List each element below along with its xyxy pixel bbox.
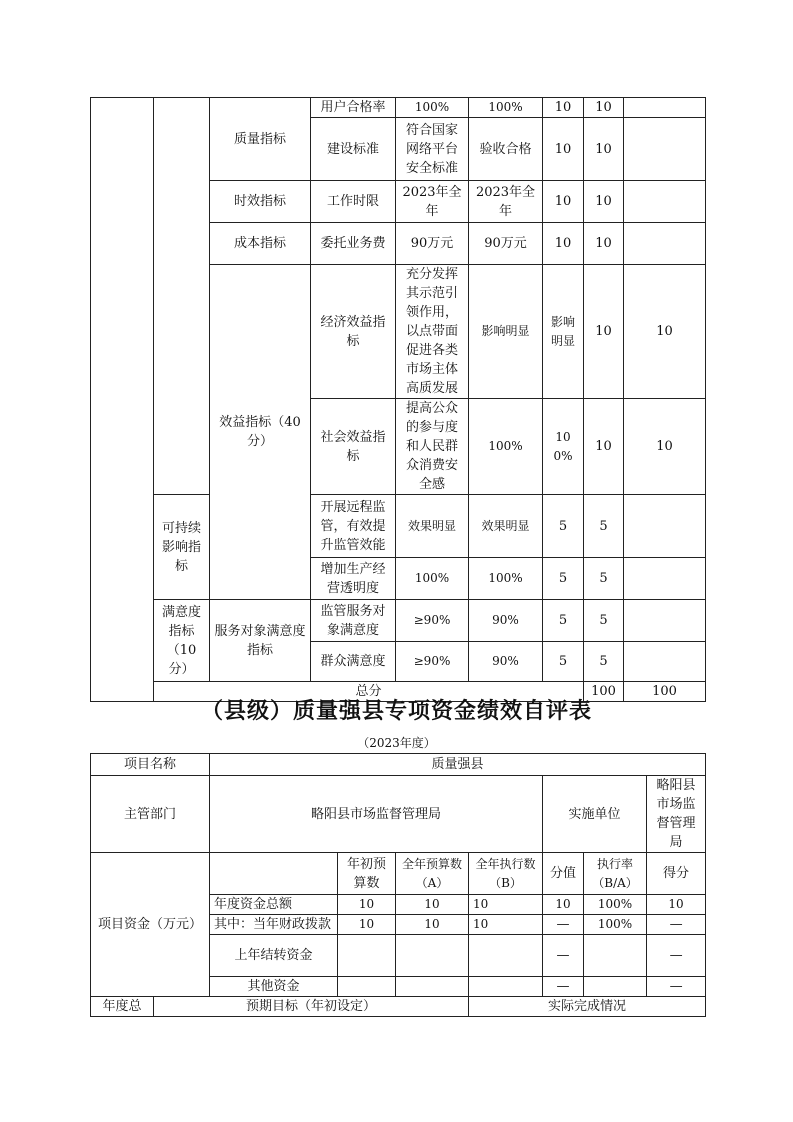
actual-value: 2023年全年: [469, 181, 543, 223]
benefit-indicator: 效益指标（40分）: [210, 265, 311, 600]
third-level-indicator: 提高公众的参与度和人民群众消费安全感: [396, 399, 469, 495]
third-level-indicator: 监管服务对象满意度: [311, 600, 396, 642]
hdr-full-budget: 全年预算数（A）: [396, 853, 469, 895]
total-init: 10: [338, 895, 396, 915]
remark-cell: [624, 118, 706, 181]
actual-value: 100%: [469, 98, 543, 118]
self-evaluation-table: [90, 753, 706, 1017]
fiscal-rate: 100%: [584, 915, 647, 935]
hdr-execution: 全年执行数（B）: [469, 853, 543, 895]
score-value: 5: [543, 558, 584, 600]
other-score-value: —: [543, 977, 584, 997]
fiscal-full: 10: [396, 915, 469, 935]
score: 10: [584, 181, 624, 223]
time-indicator: 时效指标: [210, 181, 311, 223]
table-row: [91, 98, 706, 118]
actual-value: 90%: [469, 600, 543, 642]
expected-goal-header: 预期目标（年初设定）: [154, 997, 469, 1017]
satisfaction-indicator: 满意度指标（10分）: [154, 600, 210, 682]
blank-cell: [584, 977, 647, 997]
actual-value: 100%: [469, 558, 543, 600]
target-value: 100%: [469, 399, 543, 495]
carryover-funds-label: 上年结转资金: [210, 935, 338, 977]
third-level-indicator: 用户合格率: [311, 98, 396, 118]
score-value: 5: [543, 600, 584, 642]
third-level-indicator: 群众满意度: [311, 642, 396, 682]
table-row: [91, 600, 706, 642]
score-value: 10: [543, 181, 584, 223]
score-value: 5: [543, 642, 584, 682]
score-value: 10: [543, 223, 584, 265]
form-title: （县级）质量强县专项资金绩效自评表: [200, 699, 592, 724]
third-level-indicator: 增加生产经营透明度: [311, 558, 396, 600]
actual-value: 100%: [543, 399, 584, 495]
carry-score: —: [647, 935, 706, 977]
fiscal-exec: 10: [469, 915, 543, 935]
score-value: 10: [584, 265, 624, 399]
blank-cell: [469, 977, 543, 997]
actual-value: 效果明显: [469, 495, 543, 558]
remark-cell: [624, 495, 706, 558]
other-score: —: [647, 977, 706, 997]
blank-cell: [469, 935, 543, 977]
hdr-score: 得分: [647, 853, 706, 895]
table-row: [91, 754, 706, 776]
score-value: 10: [543, 98, 584, 118]
cost-indicator: 成本指标: [210, 223, 311, 265]
annual-goal-label: 年度总: [91, 997, 154, 1017]
sustainable-impact-indicator: 可持续影响指标: [154, 495, 210, 600]
form-year: （2023年度）: [357, 736, 436, 750]
total-score-value: 100: [584, 682, 624, 702]
other-funds-label: 其他资金: [210, 977, 338, 997]
score: 5: [584, 558, 624, 600]
blank-cell: [338, 935, 396, 977]
blank-cell: [210, 853, 338, 895]
table-row: [91, 776, 706, 853]
score-value: 5: [543, 495, 584, 558]
carry-score-value: —: [543, 935, 584, 977]
third-level-indicator: 充分发挥其示范引领作用，以点带面促进各类市场主体高质发展: [396, 265, 469, 399]
quality-indicator: 质量指标: [210, 98, 311, 181]
dept-value: 略阳县市场监督管理局: [210, 776, 543, 853]
third-level-indicator: 开展远程监管，有效提升监管效能: [311, 495, 396, 558]
target-value: 90万元: [396, 223, 469, 265]
fiscal-init: 10: [338, 915, 396, 935]
blank-cell: [338, 977, 396, 997]
score: 5: [584, 600, 624, 642]
actual-completion-header: 实际完成情况: [469, 997, 706, 1017]
remark-cell: [624, 181, 706, 223]
actual-value: 90万元: [469, 223, 543, 265]
score: 5: [584, 642, 624, 682]
score: 10: [584, 118, 624, 181]
total-score-value: 10: [543, 895, 584, 915]
third-level-indicator: 建设标准: [311, 118, 396, 181]
actual-value: 90%: [469, 642, 543, 682]
output-indicator-cell: [154, 98, 210, 495]
actual-value: 验收合格: [469, 118, 543, 181]
score: 5: [584, 495, 624, 558]
target-value: 100%: [396, 98, 469, 118]
total-score: 10: [647, 895, 706, 915]
target-value: ≥90%: [396, 642, 469, 682]
target-value: 100%: [396, 558, 469, 600]
dept-label: 主管部门: [91, 776, 210, 853]
remark-cell: [624, 600, 706, 642]
table-row: [91, 997, 706, 1017]
hdr-score-value: 分值: [543, 853, 584, 895]
third-level-indicator: 委托业务费: [311, 223, 396, 265]
social-benefit-indicator: 社会效益指标: [311, 399, 396, 495]
target-value: 效果明显: [396, 495, 469, 558]
third-level-indicator: 工作时限: [311, 181, 396, 223]
first-level-cell: [91, 98, 154, 702]
total-score: 100: [624, 682, 706, 702]
remark-cell: [624, 223, 706, 265]
impl-value: 略阳县市场监督管理局: [647, 776, 706, 853]
total-exec: 10: [469, 895, 543, 915]
fiscal-funds-label: 其中：当年财政拨款: [210, 915, 338, 935]
remark-cell: [624, 98, 706, 118]
total-funds-label: 年度资金总额: [210, 895, 338, 915]
project-name-label: 项目名称: [91, 754, 210, 776]
total-label: 总分: [154, 682, 584, 702]
funds-label: 项目资金（万元）: [91, 853, 210, 997]
actual-value: 影响明显: [543, 265, 584, 399]
score-value: 10: [543, 118, 584, 181]
target-value: 符合国家网络平台安全标准: [396, 118, 469, 181]
total-full: 10: [396, 895, 469, 915]
blank-cell: [396, 935, 469, 977]
remark-cell: [624, 642, 706, 682]
blank-cell: [396, 977, 469, 997]
score-value: 10: [584, 399, 624, 495]
target-value: 影响明显: [469, 265, 543, 399]
remark-cell: [624, 558, 706, 600]
performance-indicator-table: [90, 97, 706, 702]
impl-label: 实施单位: [543, 776, 647, 853]
fiscal-score-value: —: [543, 915, 584, 935]
target-value: ≥90%: [396, 600, 469, 642]
total-rate: 100%: [584, 895, 647, 915]
project-name: 质量强县: [210, 754, 706, 776]
service-satisfaction-indicator: 服务对象满意度指标: [210, 600, 311, 682]
blank-cell: [584, 935, 647, 977]
hdr-exec-rate: 执行率（B/A）: [584, 853, 647, 895]
score: 10: [584, 98, 624, 118]
score: 10: [584, 223, 624, 265]
fiscal-score: —: [647, 915, 706, 935]
score: 10: [624, 265, 706, 399]
table-row: [91, 495, 706, 558]
hdr-init-budget: 年初预算数: [338, 853, 396, 895]
score: 10: [624, 399, 706, 495]
table-row: [91, 853, 706, 895]
target-value: 2023年全年: [396, 181, 469, 223]
economic-benefit-indicator: 经济效益指标: [311, 265, 396, 399]
